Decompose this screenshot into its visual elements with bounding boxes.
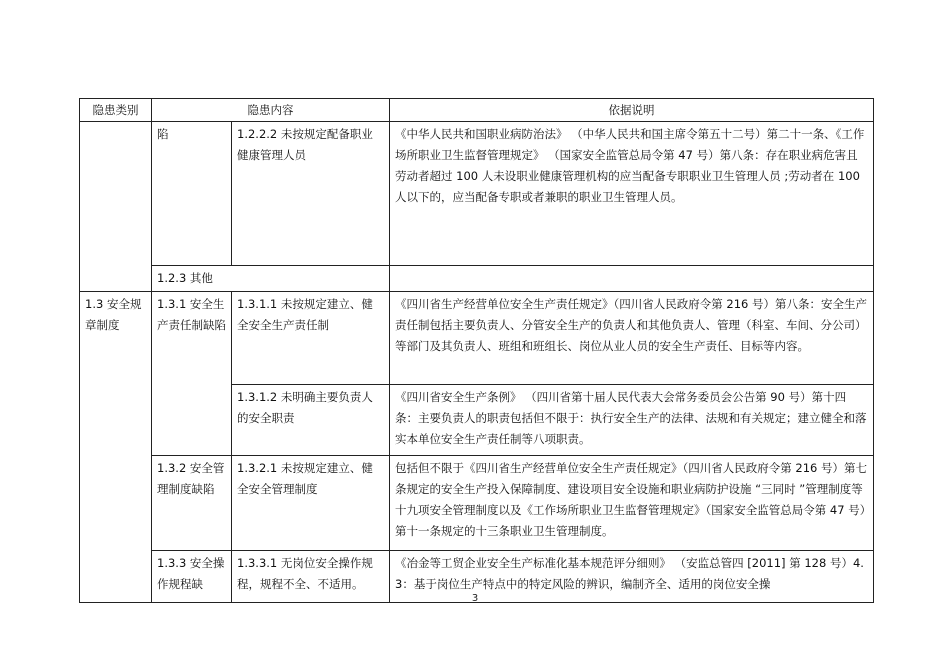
level3-cell: 1.2.2.2 未按规定配备职业健康管理人员 [232,122,390,266]
category-cell: 1.3 安全规章制度 [80,292,152,603]
level3-cell: 1.3.3.1 无岗位安全操作规程，规程不全、不适用。 [232,551,390,603]
basis-cell: 《四川省安全生产条例》 （四川省第十届人民代表大会常务委员会公告第 90 号）第十四条：主要负责人的职责包括但不限于：执行安全生产的法律、法规和有关规定；建立健全和落实本单位安全生产责任制等八项职责。 [390,385,874,456]
level2-cell: 1.3.1 安全生产责任制缺陷 [152,292,232,456]
level2-cell: 1.3.3 安全操作规程缺 [152,551,232,603]
level2-cell: 1.2.3 其他 [152,266,390,292]
basis-cell: 《四川省生产经营单位安全生产责任规定》（四川省人民政府令第 216 号）第八条：安全生产责任制包括主要负责人、分管安全生产的负责人和其他负责人、管理（科室、车间、分公司）等部门及其负责人、班组和班组长、岗位从业人员的安全生产责任、目标等内容。 [390,292,874,385]
table-row [80,122,874,266]
basis-cell: 《中华人民共和国职业病防治法》 （中华人民共和国主席令第五十二号）第二十一条、《工作场所职业卫生监督管理规定》 （国家安全监管总局令第 47 号）第八条：存在职业病危害且劳动者超过 100 人未设职业健康管理机构的应当配备专职职业卫生管理人员 ;劳动者在 100 人以下的，应当配备专职或者兼职的职业卫生管理人员。 [390,122,874,266]
page-number: 3 [471,593,479,604]
table-row [80,456,874,551]
category-cell-continued [80,122,152,292]
level2-cell: 陷 [152,122,232,266]
header-category: 隐患类别 [80,99,152,122]
level3-cell: 1.3.1.2 未明确主要负责人的安全职责 [232,385,390,456]
table-row [80,292,874,385]
level3-cell: 1.3.2.1 未按规定建立、健全安全管理制度 [232,456,390,551]
basis-cell [390,266,874,292]
table-header-row [80,99,874,122]
header-basis: 依据说明 [390,99,874,122]
hazard-table [79,98,874,603]
basis-cell: 《冶金等工贸企业安全生产标准化基本规范评分细则》 （安监总管四 [2011] 第 128 号）4.3：基于岗位生产特点中的特定风险的辨识，编制齐全、适用的岗位安全操 [390,551,874,603]
level3-cell: 1.3.1.1 未按规定建立、健全安全生产责任制 [232,292,390,385]
header-content: 隐患内容 [152,99,390,122]
table-row [80,266,874,292]
level2-cell: 1.3.2 安全管理制度缺陷 [152,456,232,551]
basis-cell: 包括但不限于《四川省生产经营单位安全生产责任规定》（四川省人民政府令第 216 号）第七条规定的安全生产投入保障制度、建设项目安全设施和职业病防护设施 “三同时 ”管理制度等十九项安全管理制度以及《工作场所职业卫生监督管理规定》（国家安全监管总局令第 47 号）第十一条规定的十三条职业卫生管理制度。 [390,456,874,551]
